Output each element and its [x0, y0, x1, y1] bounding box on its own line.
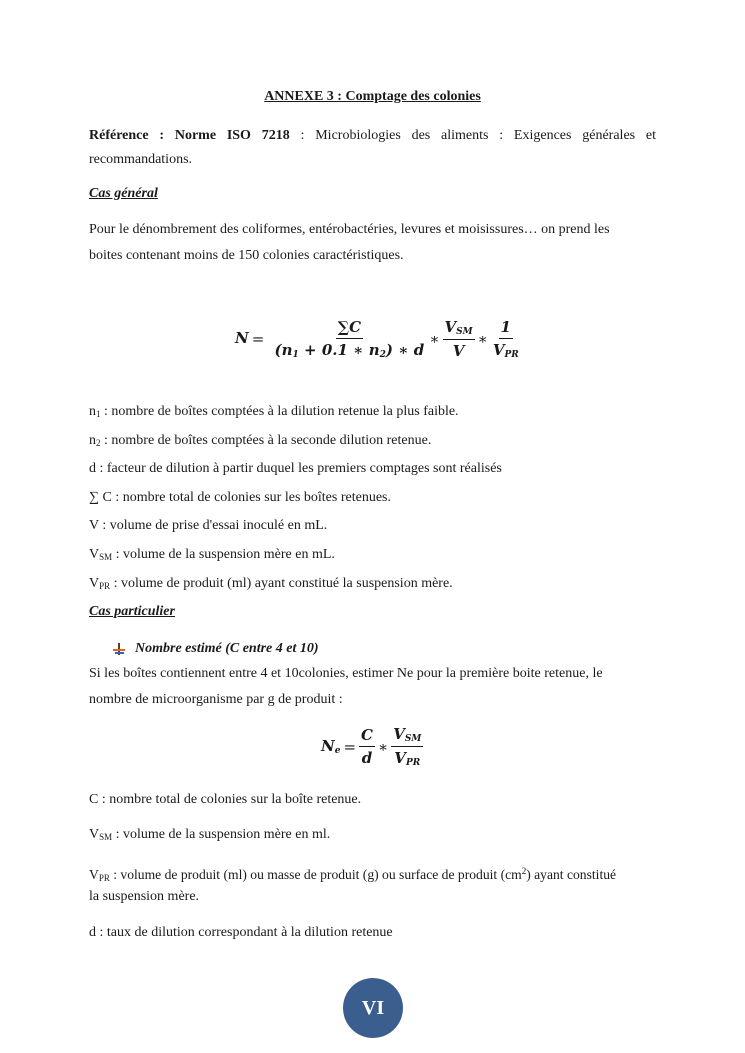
definition-d: d : facteur de dilution à partir duquel les premiers comptages sont réalisés	[89, 461, 502, 476]
reference-text: : Microbiologies des aliments : Exigences générales et	[300, 128, 656, 143]
particular-paragraph-line1: Si les boîtes contiennent entre 4 et 10colonies, estimer Ne pour la première boite retenue, le	[89, 666, 603, 681]
reference-continuation: recommandations.	[89, 152, 193, 167]
particular-paragraph-line2: nombre de microorganisme par g de produit :	[89, 692, 343, 707]
general-paragraph-line1: Pour le dénombrement des coliformes, entérobactéries, levures et moisissures… on prend les	[89, 222, 610, 237]
formula2-lhs: $N_e$	[321, 736, 341, 756]
definition-vpr-particular: $V_{PR}$ : volume de produit (ml) ou masse de produit (g) ou surface de produit $(cm^2)$ ayant constitué	[89, 866, 617, 883]
definition-c-particular: C : nombre total de colonies sur la boîte retenue.	[89, 792, 362, 807]
formula1-vpr-fraction: $\frac{1}{V_{PR}}$	[492, 318, 519, 360]
definition-v: V : volume de prise d'essai inoculé en mL.	[89, 518, 328, 533]
page-number-badge: VI	[343, 978, 403, 1038]
definition-vsm-particular: $V_{SM}$ : volume de la suspension mère en ml.	[89, 827, 331, 842]
reference-label: Référence : Norme ISO 7218	[89, 128, 290, 143]
definition-sum-c: ∑ C : nombre total de colonies sur les boîtes retenues.	[89, 490, 391, 505]
formula-estimated: $N_e$ = $\frac{C}{d}$ ∗ $\frac{V_{SM}}{V_{PR}}$	[321, 725, 422, 768]
formula1-denominator: ($n_1 + 0.1$ ∗ $n_2$) ∗ d	[274, 341, 425, 360]
heading-cas-particulier: Cas particulier	[89, 604, 175, 619]
formula2-c-fraction: $\frac{C}{d}$	[361, 726, 373, 767]
formula2-v-fraction: $\frac{V_{SM}}{V_{PR}}$	[393, 725, 422, 768]
bullet-arrow-icon	[113, 643, 125, 655]
formula1-lhs: N	[235, 329, 249, 347]
bullet-label: Nombre estimé (C entre 4 et 10)	[135, 641, 319, 656]
definition-vpr-continuation: la suspension mère.	[89, 889, 200, 904]
formula-general: N = $\frac{\sum C}{(n_1 + 0.1 ∗ n_2) ∗ d}$ ∗ $\frac{V_{SM}}{V}$ ∗ $\frac{1}{V_{PR}}$	[235, 318, 519, 360]
formula1-numerator: ∑C	[336, 318, 363, 339]
definition-n2: $n_2$ : nombre de boîtes comptées à la seconde dilution retenue.	[89, 433, 432, 448]
definition-d-particular: d : taux de dilution correspondant à la dilution retenue	[89, 925, 393, 940]
heading-cas-general: Cas général	[89, 186, 158, 201]
formula1-main-fraction	[273, 318, 427, 360]
definition-vsm: $V_{SM}$ : volume de la suspension mère en mL.	[89, 547, 335, 562]
annex-title: ANNEXE 3 : Comptage des colonies	[264, 89, 481, 104]
definition-n1: $n_1$ : nombre de boîtes comptées à la dilution retenue la plus faible.	[89, 404, 459, 419]
formula1-vsm-fraction: $\frac{V_{SM}}{V}$	[444, 318, 473, 360]
general-paragraph-line2: boites contenant moins de 150 colonies caractéristiques.	[89, 248, 404, 263]
reference-line	[89, 124, 656, 148]
definition-vpr: $V_{PR}$ : volume de produit (ml) ayant constitué la suspension mère.	[89, 576, 453, 591]
bullet-nombre-estime	[113, 641, 319, 657]
